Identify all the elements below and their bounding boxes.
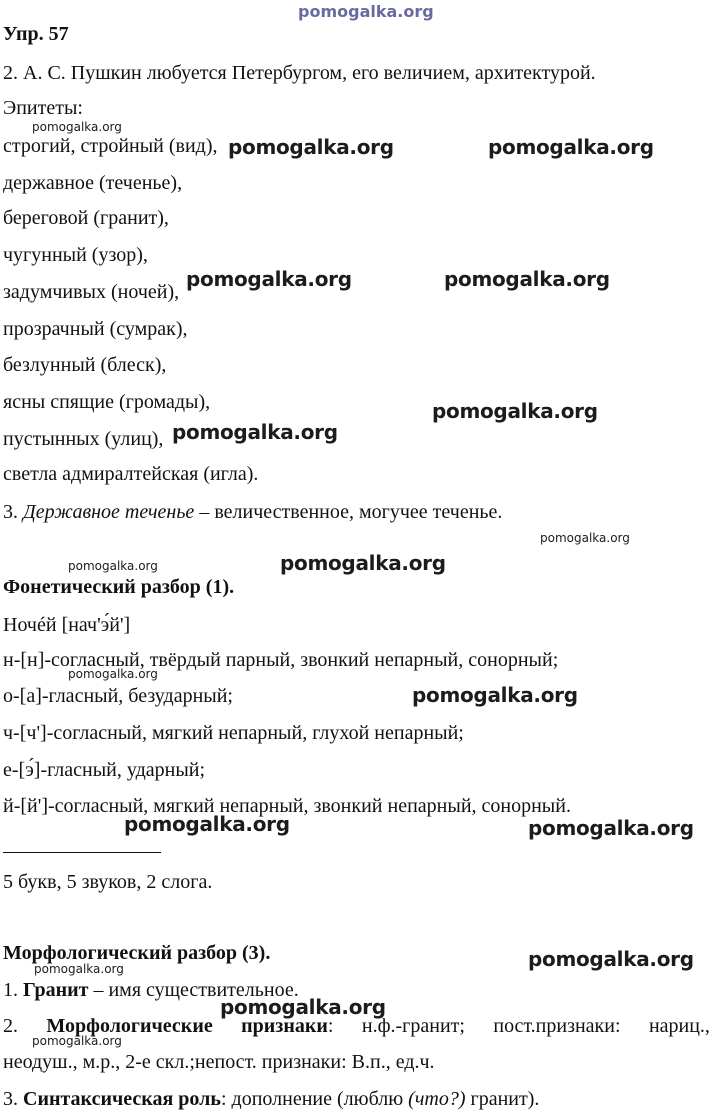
item-3-line [3, 500, 502, 524]
item-3-term: Державное теченье [23, 501, 195, 523]
morph-point-text: нариц., [648, 1015, 710, 1037]
epithet-line: чугунный (узор), [3, 244, 148, 266]
watermark: pomogalka.org [432, 399, 598, 423]
watermark: pomogalka.org [488, 135, 654, 159]
morph-point-text: : дополнение (люблю [220, 1088, 409, 1110]
phonetic-line: ч-[ч']-согласный, мягкий непарный, глухой непарный; [3, 722, 464, 744]
phonetic-line: о-[а]-гласный, безударный; [3, 685, 233, 707]
divider-rule [3, 852, 161, 853]
morph-point-text: – имя существительное. [93, 979, 299, 1001]
item-2-text: 2. А. С. Пушкин любуется Петербургом, его величием, архитектурой. [3, 62, 596, 84]
epithet-line: прозрачный (сумрак), [3, 318, 188, 340]
watermark: pomogalka.org [528, 947, 694, 971]
exercise-title: Упр. 57 [3, 23, 69, 45]
item-3-definition: – величественное, могучее теченье. [199, 501, 503, 523]
epithets-heading: Эпитеты: [3, 97, 83, 119]
morph-point-term: Синтаксическая роль [23, 1088, 221, 1110]
watermark-small: pomogalka.org [32, 120, 122, 134]
morph-point-1 [3, 978, 299, 1002]
morph-point-number: 3. [3, 1088, 18, 1110]
morph-point-term: признаки [241, 1015, 328, 1037]
morph-point-text: гранит). [465, 1088, 540, 1110]
watermark-small: pomogalka.org [68, 667, 158, 681]
watermark: pomogalka.org [228, 135, 394, 159]
watermark: pomogalka.org [172, 420, 338, 444]
watermark-top: pomogalka.org [298, 2, 434, 21]
morph-point-2 [3, 1014, 710, 1038]
watermark: pomogalka.org [444, 267, 610, 291]
morph-point-colon: : [327, 1015, 334, 1037]
morph-point-3 [3, 1087, 539, 1111]
watermark-small: pomogalka.org [68, 559, 158, 573]
epithet-line: державное (теченье), [3, 172, 183, 194]
watermark: pomogalka.org [124, 812, 290, 836]
morph-point-text: н.ф.-гранит; [361, 1015, 465, 1037]
epithet-line: светла адмиралтейская (игла). [3, 463, 259, 485]
epithet-line: безлунный (блеск), [3, 354, 167, 376]
epithet-line: береговой (гранит), [3, 207, 169, 229]
morph-point-term: Морфологические [46, 1015, 213, 1037]
morph-point-term: Гранит [23, 979, 89, 1001]
phonetic-word: Ночéй [нач'э́й'] [3, 614, 131, 636]
phonetic-line: е-[э́]-гласный, ударный; [3, 759, 206, 781]
watermark: pomogalka.org [186, 267, 352, 291]
phonetic-line: й-[й']-согласный, мягкий непарный, звонкий непарный, сонорный. [3, 795, 571, 817]
epithet-line: строгий, стройный (вид), [3, 135, 218, 157]
morph-point-number: 2. [3, 1015, 18, 1037]
watermark-small: pomogalka.org [32, 1034, 122, 1048]
item-3-number: 3. [3, 501, 18, 523]
watermark-small: pomogalka.org [540, 531, 630, 545]
phonetic-line: н-[н]-согласный, твёрдый парный, звонкий непарный, сонорный; [3, 649, 559, 671]
phonetic-summary: 5 букв, 5 звуков, 2 слога. [3, 871, 213, 893]
watermark: pomogalka.org [528, 816, 694, 840]
epithet-line: задумчивых (ночей), [3, 281, 180, 303]
epithet-line: пустынных (улиц), [3, 428, 164, 450]
morph-heading: Морфологический разбор (3). [3, 942, 271, 964]
watermark-small: pomogalka.org [34, 962, 124, 976]
morph-point-2-continued: неодуш., м.р., 2-е скл.;непост. признаки: В.п., ед.ч. [3, 1051, 435, 1073]
morph-point-question: (что?) [408, 1088, 466, 1110]
morph-point-text: пост.признаки: [493, 1015, 621, 1037]
watermark: pomogalka.org [412, 683, 578, 707]
phonetic-heading: Фонетический разбор (1). [3, 576, 235, 598]
epithet-line: ясны спящие (громады), [3, 391, 211, 413]
watermark: pomogalka.org [220, 995, 386, 1019]
morph-point-number: 1. [3, 979, 18, 1001]
watermark: pomogalka.org [280, 551, 446, 575]
